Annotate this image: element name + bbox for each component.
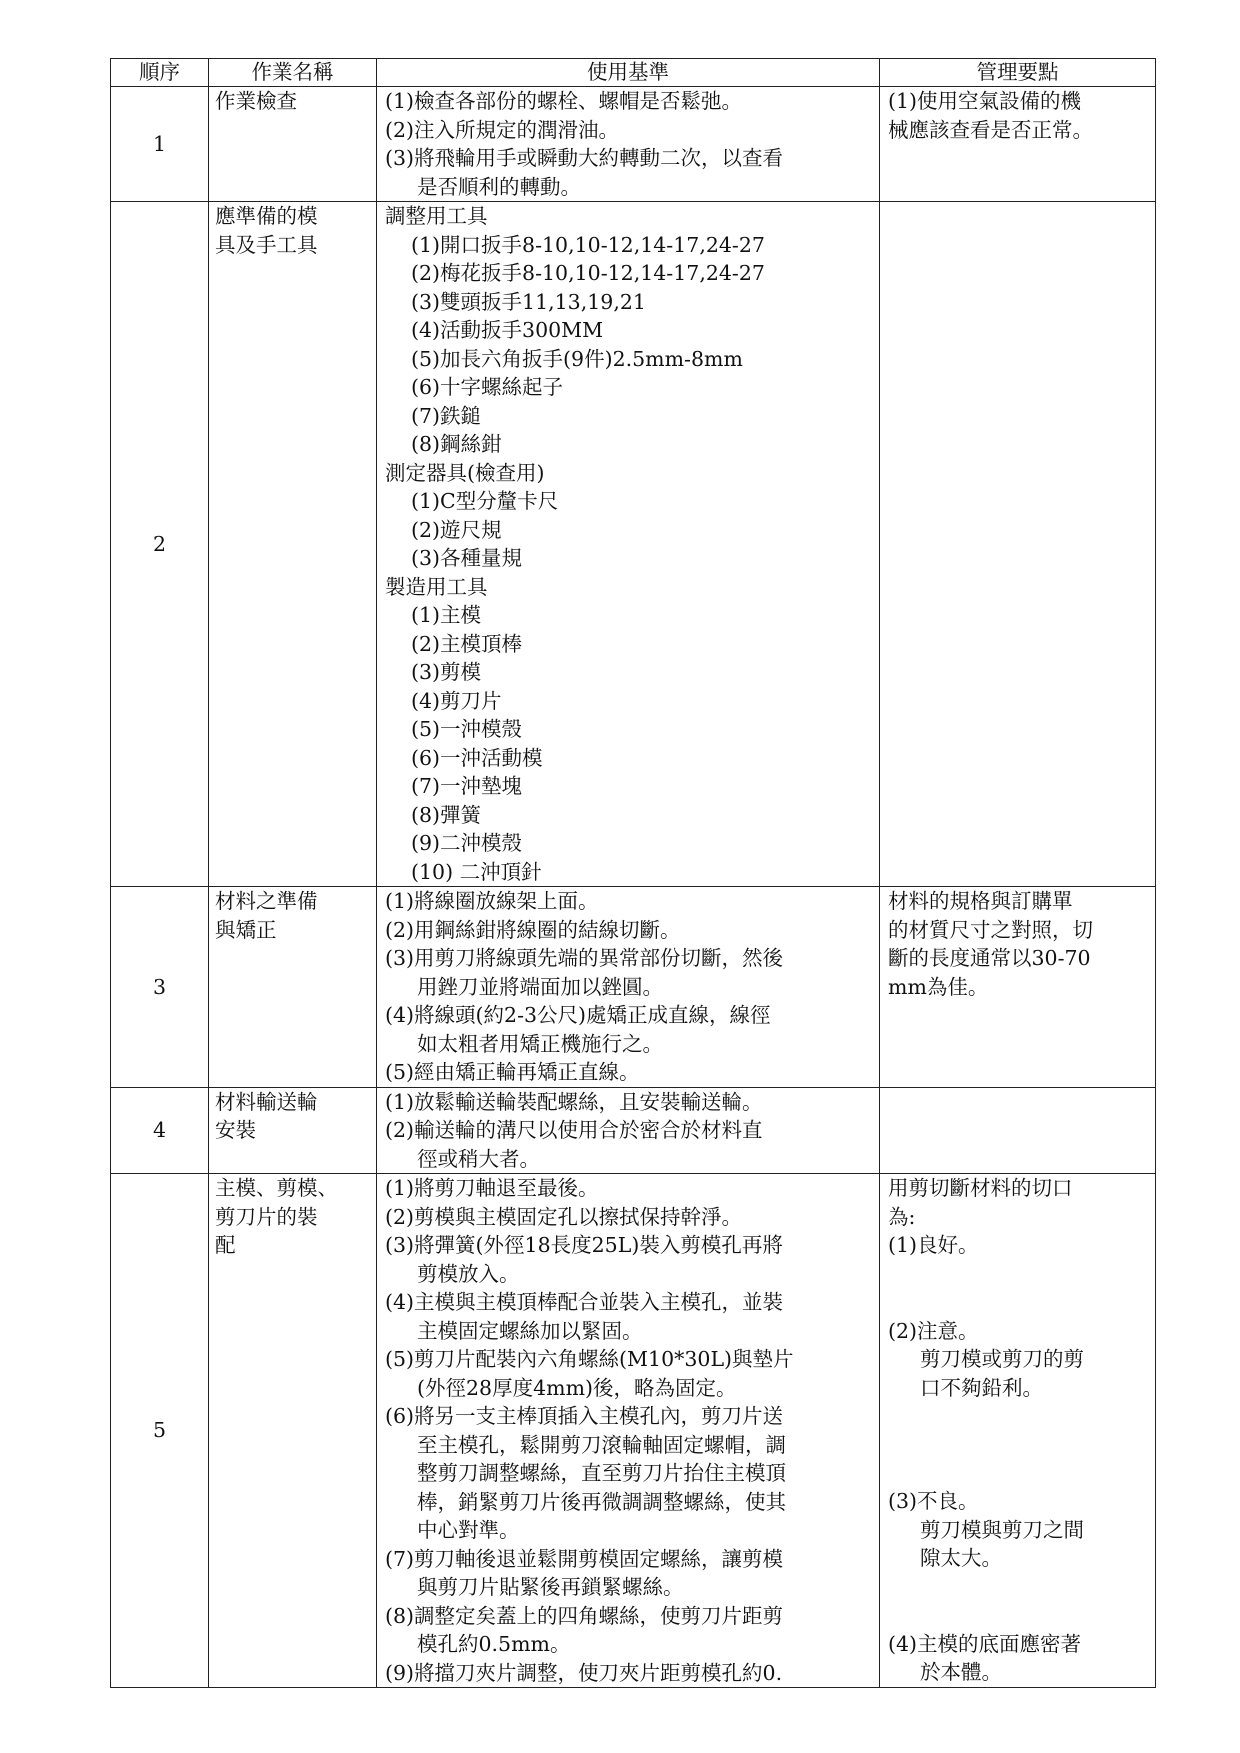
row-task-name — [209, 1174, 377, 1688]
row-seq: 4 — [111, 1087, 209, 1174]
row-task-name — [209, 887, 377, 1088]
row-seq: 2 — [111, 202, 209, 887]
usage-line: (5)加長六角扳手(9件)2.5mm-8mm — [411, 346, 743, 371]
usage-line: (3)將飛輪用手或瞬動大約轉動二次，以查看 — [385, 146, 784, 170]
usage-heading: 製造用工具 — [385, 574, 488, 599]
usage-line: (1)放鬆輸送輪裝配螺絲，且安裝輸送輪。 — [385, 1089, 763, 1114]
row-usage — [377, 202, 880, 887]
usage-line: (8)彈簧 — [411, 802, 482, 827]
task-name-line: 具及手工具 — [215, 232, 318, 257]
task-name-line: 材料之準備 — [215, 889, 318, 913]
usage-line: (2)主模頂棒 — [411, 631, 523, 656]
row-seq: 1 — [111, 87, 209, 202]
usage-line: (6)將另一支主棒頂插入主模孔內，剪刀片送 — [385, 1404, 784, 1428]
points-line: 斷的長度通常以30-70 — [888, 946, 1091, 970]
points-line: (1)良好。 — [888, 1233, 979, 1257]
spacer — [888, 1260, 1155, 1317]
task-name-line: 主模、剪模、 — [215, 1176, 338, 1200]
points-line: 剪刀模或剪刀的剪 — [920, 1347, 1084, 1371]
header-seq: 順序 — [111, 59, 209, 87]
points-line: 為: — [888, 1204, 916, 1229]
header-task-name: 作業名稱 — [209, 59, 377, 87]
task-name-line: 作業檢查 — [215, 89, 297, 113]
usage-line: (1)主模 — [411, 603, 482, 627]
task-name-line: 安裝 — [215, 1118, 256, 1142]
usage-line: 主模固定螺絲加以緊固。 — [417, 1318, 643, 1343]
usage-line: (4)活動扳手300MM — [411, 318, 604, 342]
row-usage — [377, 1087, 880, 1174]
usage-line: 用銼刀並將端面加以銼圓。 — [417, 974, 663, 999]
usage-line: 如太粗者用矯正機施行之。 — [417, 1031, 663, 1056]
points-line: 械應該查看是否正常。 — [888, 117, 1093, 142]
usage-line: (4)將線頭(約2-3公尺)處矯正成直線，線徑 — [385, 1003, 771, 1027]
usage-line: (7)剪刀軸後退並鬆開剪模固定螺絲，讓剪模 — [385, 1546, 784, 1571]
task-name-line: 與矯正 — [215, 917, 277, 942]
task-name-line: 材料輸送輪 — [215, 1089, 318, 1114]
usage-line: (5)剪刀片配裝內六角螺絲(M10*30L)與墊片 — [385, 1347, 794, 1371]
row-usage — [377, 87, 880, 202]
header-usage-standard: 使用基準 — [377, 59, 880, 87]
points-line: 的材質尺寸之對照，切 — [888, 917, 1093, 942]
usage-line: (3)用剪刀將線頭先端的異常部份切斷，然後 — [385, 946, 784, 970]
usage-line: 徑或稍大者。 — [417, 1146, 540, 1171]
usage-line: (外徑28厚度4mm)後，略為固定。 — [417, 1375, 737, 1400]
usage-line: 棒，銷緊剪刀片後再微調調整螺絲，使其 — [417, 1489, 786, 1514]
usage-line: (2)用鋼絲鉗將線圈的結線切斷。 — [385, 917, 681, 942]
usage-line: (4)剪刀片 — [411, 688, 502, 713]
usage-line: (1)開口扳手8-10,10-12,14-17,24-27 — [411, 232, 765, 257]
table-row — [111, 202, 1156, 887]
usage-line: (8)調整定矣蓋上的四角螺絲，使剪刀片距剪 — [385, 1603, 784, 1628]
points-line: (4)主模的底面應密著 — [888, 1631, 1082, 1656]
usage-line: (1)將線圈放線架上面。 — [385, 889, 599, 913]
points-line: (2)注意。 — [888, 1318, 979, 1343]
row-seq: 3 — [111, 887, 209, 1088]
usage-line: (2)遊尺規 — [411, 517, 502, 542]
points-line: 於本體。 — [920, 1660, 1002, 1684]
task-name-line: 剪刀片的裝 — [215, 1204, 318, 1229]
points-line: mm為佳。 — [888, 974, 989, 999]
row-points — [880, 887, 1156, 1088]
usage-line: (2)梅花扳手8-10,10-12,14-17,24-27 — [411, 261, 765, 285]
usage-line: 是否順利的轉動。 — [417, 174, 581, 199]
table-row — [111, 1087, 1156, 1174]
usage-line: (9)將擋刀夾片調整，使刀夾片距剪模孔約0. — [385, 1660, 783, 1685]
table-row — [111, 1174, 1156, 1688]
usage-line: (10) 二沖頂針 — [411, 859, 542, 884]
work-standard-table — [110, 58, 1156, 1688]
header-management-points: 管理要點 — [880, 59, 1156, 87]
row-points — [880, 87, 1156, 202]
usage-line: (1)C型分釐卡尺 — [411, 489, 559, 513]
row-usage — [377, 1174, 880, 1688]
points-line: (3)不良。 — [888, 1489, 979, 1513]
points-line: 口不夠鉛利。 — [920, 1375, 1043, 1400]
table-row — [111, 87, 1156, 202]
row-task-name — [209, 202, 377, 887]
points-line: (1)使用空氣設備的機 — [888, 89, 1082, 113]
usage-line: (7)鉄鎚 — [411, 403, 482, 428]
usage-line: (6)一沖活動模 — [411, 745, 543, 770]
usage-line: (7)一沖墊塊 — [411, 774, 523, 798]
row-points — [880, 1174, 1156, 1688]
points-line: 用剪切斷材料的切口 — [888, 1176, 1073, 1200]
table-row — [111, 887, 1156, 1088]
points-line: 隙太大。 — [920, 1546, 1002, 1570]
usage-line: 中心對準。 — [417, 1518, 520, 1542]
usage-line: 剪模放入。 — [417, 1261, 520, 1286]
usage-line: (2)剪模與主模固定孔以擦拭保持幹淨。 — [385, 1204, 743, 1229]
spacer — [888, 1573, 1155, 1630]
spacer — [888, 1402, 1155, 1487]
usage-line: (5)經由矯正輪再矯正直線。 — [385, 1060, 640, 1084]
row-usage — [377, 887, 880, 1088]
row-task-name — [209, 1087, 377, 1174]
points-line: 材料的規格與訂購單 — [888, 889, 1073, 913]
row-task-name — [209, 87, 377, 202]
header-row — [111, 59, 1156, 87]
usage-line: (4)主模與主模頂棒配合並裝入主模孔，並裝 — [385, 1290, 784, 1314]
usage-line: (3)將彈簧(外徑18長度25L)裝入剪模孔再將 — [385, 1233, 783, 1257]
usage-line: (3)各種量規 — [411, 546, 523, 570]
usage-line: (2)注入所規定的潤滑油。 — [385, 117, 620, 142]
usage-line: (1)檢查各部份的螺栓、螺帽是否鬆弛。 — [385, 89, 743, 113]
usage-line: (2)輸送輪的溝尺以使用合於密合於材料直 — [385, 1118, 763, 1142]
usage-line: (9)二沖模殼 — [411, 831, 523, 855]
usage-line: 與剪刀片貼緊後再鎖緊螺絲。 — [417, 1575, 684, 1599]
usage-line: (8)鋼絲鉗 — [411, 432, 502, 456]
usage-line: 模孔約0.5mm。 — [417, 1632, 571, 1656]
task-name-line: 配 — [215, 1233, 236, 1257]
usage-line: (3)雙頭扳手11,13,19,21 — [411, 289, 646, 314]
usage-heading: 調整用工具 — [385, 204, 488, 228]
usage-line: 整剪刀調整螺絲，直至剪刀片抬住主模頂 — [417, 1461, 786, 1485]
task-name-line: 應準備的模 — [215, 204, 318, 228]
usage-heading: 測定器具(檢查用) — [385, 460, 545, 485]
usage-line: (5)一沖模殼 — [411, 717, 523, 741]
usage-line: 至主模孔，鬆開剪刀滾輪軸固定螺帽，調 — [417, 1432, 786, 1457]
row-points — [880, 1087, 1156, 1174]
points-line: 剪刀模與剪刀之間 — [920, 1517, 1084, 1542]
row-seq: 5 — [111, 1174, 209, 1688]
usage-line: (3)剪模 — [411, 660, 482, 684]
usage-line: (1)將剪刀軸退至最後。 — [385, 1176, 599, 1200]
row-points — [880, 202, 1156, 887]
usage-line: (6)十字螺絲起子 — [411, 375, 564, 399]
